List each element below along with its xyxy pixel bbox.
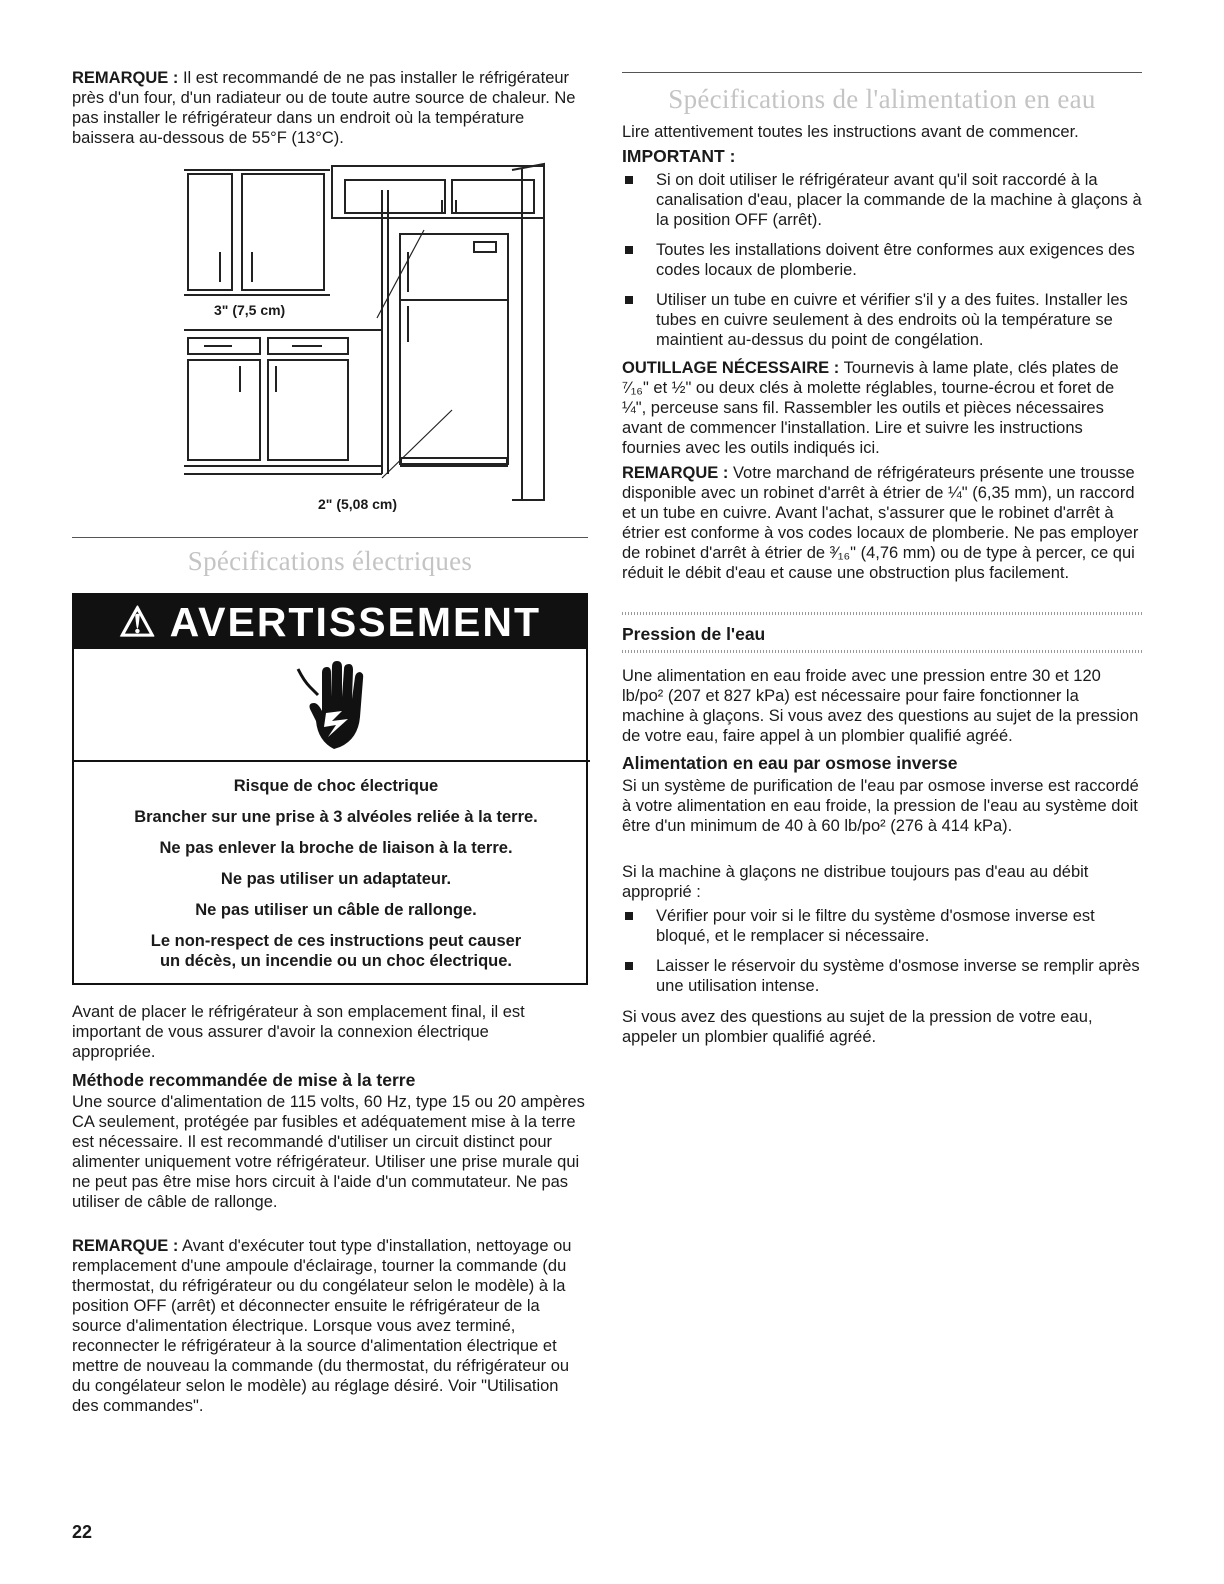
clearance-top-label: 3" (7,5 cm)	[214, 302, 286, 318]
warning-triangle-icon: ⚠	[118, 599, 158, 645]
ro-paragraph: Si un système de purification de l'eau par osmose inverse est raccordé à votre alimentation en eau froide, la pression de l'eau au système doit être d'un minimum de 40 à 60 lb/po² (276 à 414 kPa).	[622, 777, 1139, 835]
dotted-divider	[622, 650, 1142, 653]
warning-line-5a: Le non-respect de ces instructions peut causer	[150, 932, 522, 950]
upper-cabinet-door-right	[242, 174, 324, 290]
warning-line-2: Ne pas enlever la broche de liaison à la terre.	[159, 839, 513, 857]
note-label: REMARQUE :	[72, 69, 179, 87]
warning-risk: Risque de choc électrique	[233, 777, 439, 795]
refrigerator-clearance-figure	[182, 160, 562, 522]
water-intro: Lire attentivement toutes les instructions avant de commencer.	[622, 123, 1079, 141]
intro-paragraph: Avant de placer le réfrigérateur à son emplacement final, il est important de vous assurer d'avoir la connexion électrique appropriée.	[72, 1003, 525, 1061]
electric-shock-hand-icon	[296, 661, 370, 753]
upper-cabinet-door-left	[188, 174, 232, 290]
warning-line-4: Ne pas utiliser un câble de rallonge.	[195, 901, 477, 919]
ro-item: Laisser le réservoir du système d'osmose inverse se remplir après une utilisation intense.	[622, 956, 1142, 996]
note-text: Il est recommandé de ne pas installer le réfrigérateur près d'un four, d'un radiateur ou de toute autre source de chaleur. Ne pas installer le réfrigérateur dans un endroit où la température baissera au-dessous de 55°F (13°C).	[72, 69, 576, 147]
section-title-electrical: Spécifications électriques	[187, 546, 473, 576]
warning-box	[72, 593, 588, 985]
note-label-2: REMARQUE :	[72, 1237, 179, 1255]
clearance-bottom-label: 2" (5,08 cm)	[318, 496, 398, 512]
tools-label: OUTILLAGE NÉCESSAIRE :	[622, 359, 840, 377]
water-note-paragraph	[622, 463, 1142, 583]
grounding-heading: Méthode recommandée de mise à la terre	[72, 1070, 416, 1090]
closing-paragraph: Si vous avez des questions au sujet de la pression de votre eau, appeler un plombier qualifié agréé.	[622, 1008, 1093, 1046]
section-title-water: Spécifications de l'alimentation en eau	[668, 84, 1096, 114]
tools-paragraph	[622, 358, 1142, 458]
ro-item: Vérifier pour voir si le filtre du système d'osmose inverse est bloqué, et le remplacer si nécessaire.	[622, 906, 1142, 946]
warning-line-1: Brancher sur une prise à 3 alvéoles reliée à la terre.	[134, 808, 538, 826]
ro-paragraph-2: Si la machine à glaçons ne distribue toujours pas d'eau au débit approprié :	[622, 863, 1089, 901]
grounding-paragraph: Une source d'alimentation de 115 volts, 60 Hz, type 15 ou 20 ampères CA seulement, protégée par fusibles et adéquatement mise à la terre est nécessaire. Il est recommandé d'utiliser un circuit distinct pour alimenter uniquement votre réfrigérateur. Utiliser une prise murale qui ne peut pas être mise hors circuit à l'aide d'un commutateur. Ne pas utiliser de câble de rallonge.	[72, 1093, 585, 1211]
ro-list	[622, 906, 1142, 996]
important-list	[622, 170, 1142, 350]
important-item: Utiliser un tube en cuivre et vérifier s'il y a des fuites. Installer les tubes en cuivre seulement à des endroits où la température se maintient au-dessus du point de congélation.	[622, 290, 1142, 350]
ro-heading: Alimentation en eau par osmose inverse	[622, 753, 958, 773]
warning-title-bar	[74, 595, 586, 649]
note-text-2: Avant d'exécuter tout type d'installation, nettoyage ou remplacement d'une ampoule d'éclairage, tourner la commande (du thermostat, du réfrigérateur ou du congélateur selon le modèle) à la position OFF (arrêt) et déconnecter ensuite le réfrigérateur de la source d'alimentation électrique. Lorsque vous avez terminé, reconnecter le réfrigérateur à la source d'alimentation électrique et mettre de nouveau la commande (du thermostat, du réfrigérateur ou du congélateur selon le modèle) au réglage désiré. Voir "Utilisation des commandes".	[72, 1237, 572, 1415]
dotted-divider	[622, 612, 1142, 615]
water-note-text: Votre marchand de réfrigérateurs présente une trousse disponible avec un robinet d'arrêt à étrier de ¼" (6,35 mm), un raccord et un tube en cuivre. Avant l'achat, s'assurer que le robinet d'arrêt à étrier est conforme à vos codes locaux de plomberie. Ne pas employer de robinet d'arrêt à étrier de ³⁄₁₆" (4,76 mm) ou de type à percer, ce qui réduit le débit d'eau et cause une obstruction plus facilement.	[622, 464, 1139, 582]
pressure-paragraph: Une alimentation en eau froide avec une pression entre 30 et 120 lb/po² (207 et 827 kPa) est nécessaire pour faire fonctionner la machine à glaçons. Si vous avez des questions au sujet de la pression de votre eau, faire appel à un plombier qualifié agréé.	[622, 667, 1139, 745]
important-item: Si on doit utiliser le réfrigérateur avant qu'il soit raccordé à la canalisation d'eau, placer la commande de la machine à glaçons à la position OFF (arrêt).	[622, 170, 1142, 230]
warning-title: AVERTISSEMENT	[169, 599, 542, 645]
warning-divider	[74, 760, 590, 762]
water-note-label: REMARQUE :	[622, 464, 729, 482]
page-number: 22	[72, 1522, 93, 1542]
section-divider	[72, 537, 588, 538]
note-paragraph	[72, 68, 588, 148]
important-item: Toutes les installations doivent être conformes aux exigences des codes locaux de plomberie.	[622, 240, 1142, 280]
tools-text: Tournevis à lame plate, clés plates de ⁷⁄₁₆" et ½" ou deux clés à molette réglables, tourne-écrou et foret de ¼", perceuse sans fil. Rassembler les outils et pièces nécessaires avant de commencer l'installation. Lire et suivre les instructions fournies avec les outils indiqués ici.	[622, 359, 1119, 457]
section-divider-right	[622, 72, 1142, 73]
warning-line-5b: un décès, un incendie ou un choc électrique.	[159, 952, 513, 970]
pressure-heading: Pression de l'eau	[622, 624, 766, 644]
important-heading: IMPORTANT :	[622, 146, 736, 166]
warning-line-3: Ne pas utiliser un adaptateur.	[220, 870, 452, 888]
note-paragraph-2	[72, 1236, 588, 1416]
